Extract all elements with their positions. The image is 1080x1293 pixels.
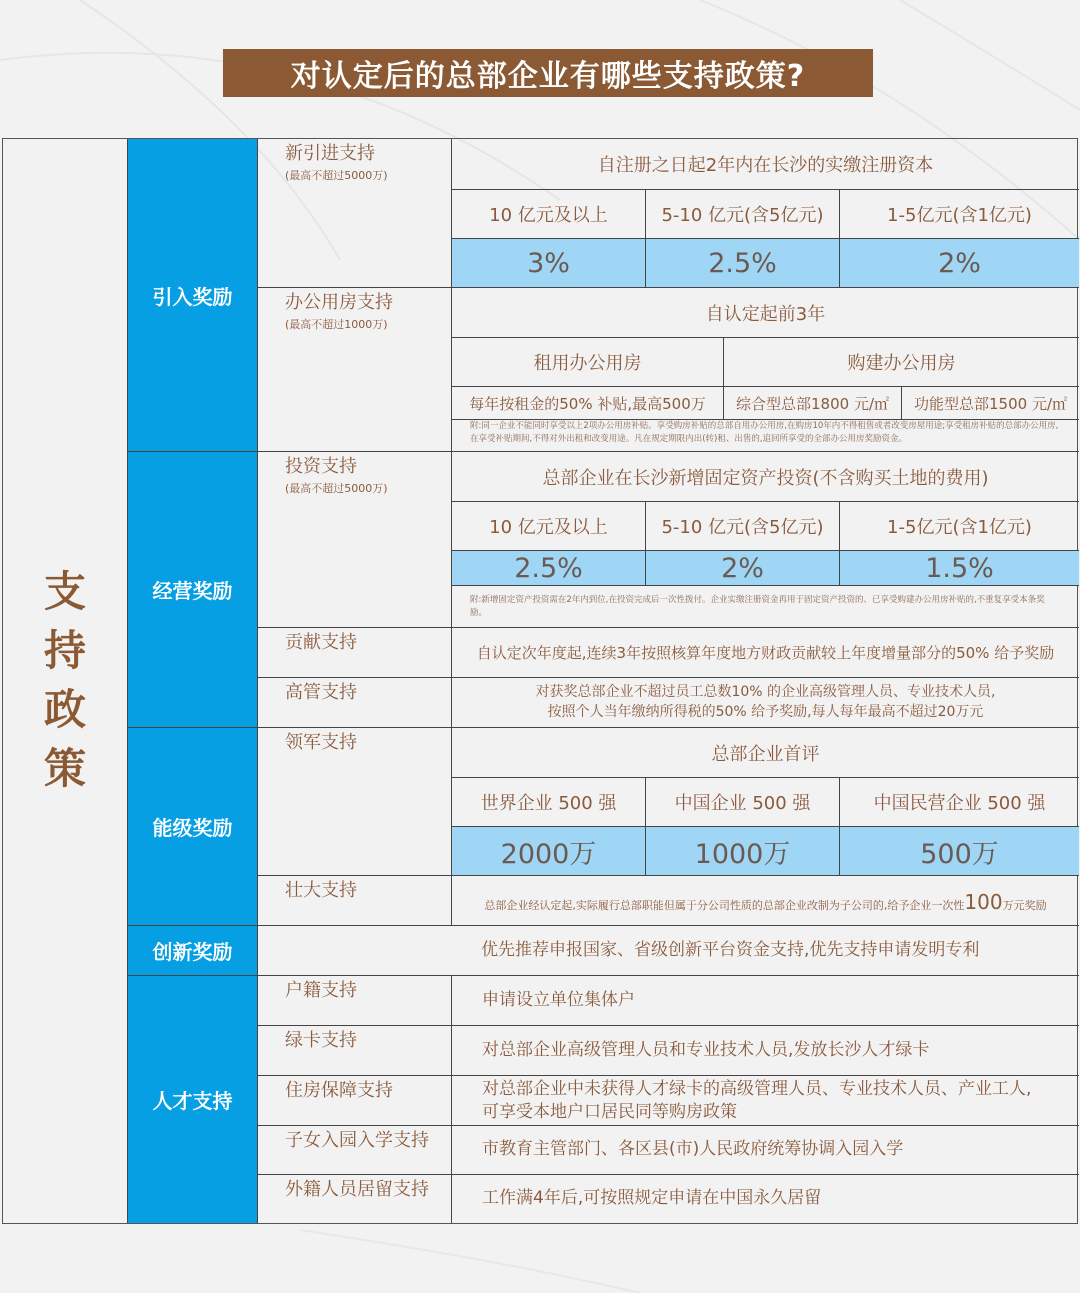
innovation-desc: 优先推荐申报国家、省级创新平台资金支持,优先支持申请发明专利 <box>451 925 1079 975</box>
talent-desc-housing-line-1: 对总部企业中未获得人才绿卡的高级管理人员、专业技术人员、产业工人, <box>482 1079 1032 1100</box>
talent-label-household <box>257 975 451 1025</box>
talent-desc-green-card: 对总部企业高级管理人员和专业技术人员,发放长沙人才绿卡 <box>451 1025 1079 1075</box>
subcategory-label: 新引进支持 <box>285 143 375 164</box>
category-tier: 能级奖励 <box>127 727 257 925</box>
office-buy-comprehensive: 综合型总部1800 元/㎡ <box>723 386 901 419</box>
leading-header: 总部企业首评 <box>451 727 1079 777</box>
subcategory-contribution <box>257 627 451 677</box>
subcategory-label: 住房保障支持 <box>285 1080 393 1101</box>
subcategory-investment <box>257 451 451 627</box>
office-rent-value: 每年按租金的50% 补贴,最高500万 <box>451 386 723 419</box>
category-innovation: 创新奖励 <box>127 925 257 975</box>
investment-footnote: 附:新增固定资产投资需在2年内到位,在投资完成后一次性拨付。企业实缴注册资金再用于固定资产投资的、已享受购建办公用房补贴的,不重复享受本条奖励。 <box>451 585 1079 627</box>
talent-label-housing <box>257 1075 451 1125</box>
policy-char: 持 <box>43 626 86 676</box>
leading-tier-1: 世界企业 500 强 <box>451 777 645 826</box>
subcategory-note: (最高不超过5000万) <box>285 482 388 495</box>
investment-tier-3: 1-5亿元(含1亿元) <box>839 501 1079 550</box>
new-intro-value-1: 3% <box>451 238 645 287</box>
investment-tier-1: 10 亿元及以上 <box>451 501 645 550</box>
office-buy-functional: 功能型总部1500 元/㎡ <box>901 386 1079 419</box>
investment-value-2: 2% <box>645 550 839 585</box>
leading-value-2: 1000万 <box>645 826 839 875</box>
subcategory-label: 子女入园入学支持 <box>285 1130 429 1151</box>
subcategory-leading <box>257 727 451 875</box>
category-introduction: 引入奖励 <box>127 139 257 451</box>
talent-label-education <box>257 1125 451 1174</box>
growth-desc-amount: 100 <box>964 890 1003 914</box>
subcategory-note: (最高不超过1000万) <box>285 318 388 331</box>
investment-value-3: 1.5% <box>839 550 1079 585</box>
subcategory-label: 绿卡支持 <box>285 1030 357 1051</box>
subcategory-label: 投资支持 <box>285 456 357 477</box>
talent-desc-housing-line-2: 可享受本地户口居民同等购房政策 <box>482 1101 737 1122</box>
category-operation: 经营奖励 <box>127 451 257 727</box>
policy-char: 策 <box>43 743 86 793</box>
investment-tier-2: 5-10 亿元(含5亿元) <box>645 501 839 550</box>
talent-desc-household: 申请设立单位集体户 <box>451 975 1079 1025</box>
talent-desc-housing <box>451 1075 1079 1125</box>
office-footnote-line-1: 附:同一企业不能同时享受以上2项办公用房补贴。享受购房补贴的总部自用办公用房,在购房10年内不得租售或者改变房屋用途;享受租房补贴的总部办公用房, <box>470 421 1059 431</box>
subcategory-label: 高管支持 <box>285 682 357 703</box>
new-intro-header: 自注册之日起2年内在长沙的实缴注册资本 <box>451 139 1079 189</box>
new-intro-value-2: 2.5% <box>645 238 839 287</box>
policy-column-label <box>3 139 127 1223</box>
office-footnote-line-2: 在享受补贴期间,不得对外出租和改变用途。凡在规定期限内出(转)租、出售的,追回所享受的全部办公用房奖励资金。 <box>470 433 908 444</box>
leading-value-1: 2000万 <box>451 826 645 875</box>
talent-desc-education: 市教育主管部门、各区县(市)人民政府统筹协调入园入学 <box>451 1125 1079 1174</box>
subcategory-note: (最高不超过5000万) <box>285 169 388 182</box>
office-header: 自认定起前3年 <box>451 287 1079 337</box>
growth-desc <box>451 875 1079 925</box>
innovation-spacer <box>257 925 451 975</box>
policy-table <box>2 138 1078 1224</box>
leading-value-3: 500万 <box>839 826 1079 875</box>
subcategory-label: 外籍人员居留支持 <box>285 1179 429 1200</box>
subcategory-label: 户籍支持 <box>285 980 357 1001</box>
talent-label-residence <box>257 1174 451 1223</box>
investment-header: 总部企业在长沙新增固定资产投资(不含购买土地的费用) <box>451 451 1079 501</box>
talent-desc-residence: 工作满4年后,可按照规定申请在中国永久居留 <box>451 1174 1079 1223</box>
subcategory-label: 领军支持 <box>285 732 357 753</box>
investment-value-1: 2.5% <box>451 550 645 585</box>
office-buy-header: 购建办公用房 <box>723 337 1079 386</box>
new-intro-value-3: 2% <box>839 238 1079 287</box>
executive-desc-line-2: 按照个人当年缴纳所得税的50% 给予奖励,每人每年最高不超过20万元 <box>547 703 984 720</box>
new-intro-tier-3: 1-5亿元(含1亿元) <box>839 189 1079 238</box>
policy-char: 政 <box>43 685 86 734</box>
office-rent-header: 租用办公用房 <box>451 337 723 386</box>
new-intro-tier-2: 5-10 亿元(含5亿元) <box>645 189 839 238</box>
executive-desc-line-1: 对获奖总部企业不超过员工总数10% 的企业高级管理人员、专业技术人员, <box>535 683 996 700</box>
growth-desc-prefix: 总部企业经认定起,实际履行总部职能但属于分公司性质的总部企业改制为子公司的,给予企业一次性 <box>484 899 965 912</box>
contribution-desc: 自认定次年度起,连续3年按照核算年度地方财政贡献较上年度增量部分的50% 给予奖励 <box>451 627 1079 677</box>
subcategory-label: 办公用房支持 <box>285 292 393 313</box>
subcategory-executive <box>257 677 451 727</box>
subcategory-label: 贡献支持 <box>285 632 357 653</box>
new-intro-tier-1: 10 亿元及以上 <box>451 189 645 238</box>
subcategory-label: 壮大支持 <box>285 880 357 901</box>
leading-tier-2: 中国企业 500 强 <box>645 777 839 826</box>
executive-desc <box>451 677 1079 727</box>
office-footnote <box>451 419 1079 451</box>
talent-label-green-card <box>257 1025 451 1075</box>
subcategory-new-intro <box>257 139 451 287</box>
policy-char: 支 <box>43 567 86 617</box>
subcategory-growth <box>257 875 451 925</box>
subcategory-office <box>257 287 451 451</box>
page-title: 对认定后的总部企业有哪些支持政策? <box>223 49 873 97</box>
category-talent: 人才支持 <box>127 975 257 1223</box>
growth-desc-suffix: 万元奖励 <box>1002 899 1047 912</box>
leading-tier-3: 中国民营企业 500 强 <box>839 777 1079 826</box>
